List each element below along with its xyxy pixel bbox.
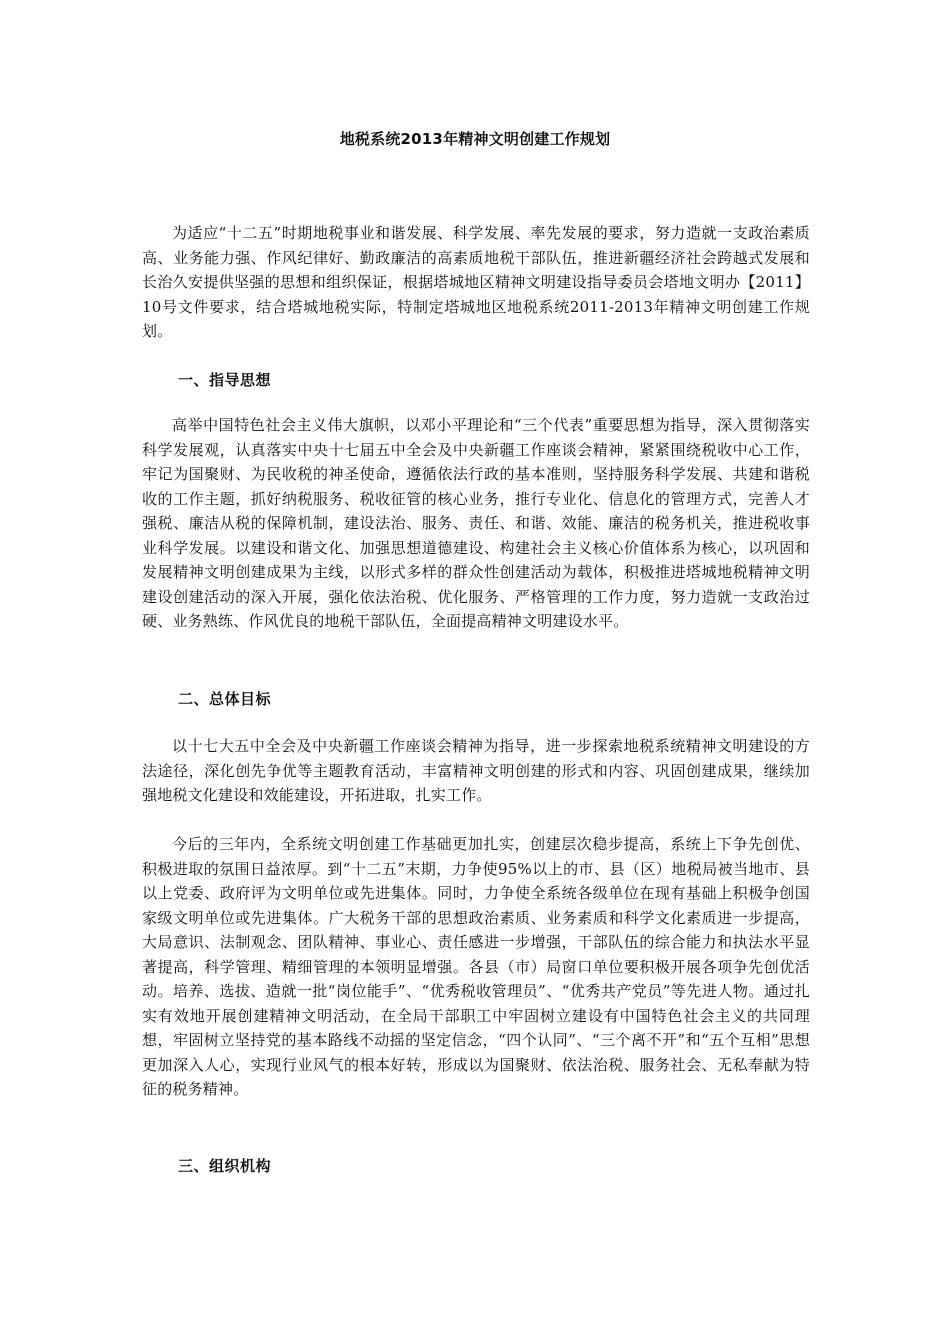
section-heading-guiding-ideology: 一、指导思想	[178, 371, 272, 389]
section-heading-overall-goals: 二、总体目标	[178, 690, 272, 708]
overall-goals-paragraph-1: 以十七大五中全会及中央新疆工作座谈会精神为指导，进一步探索地税系统精神文明建设的方法途径，深化创先争优等主题教育活动，丰富精神文明创建的形式和内容、巩固创建成果，继续加强地税文化建设和效能建设，开拓进取，扎实工作。	[142, 737, 810, 804]
intro-paragraph: 为适应“十二五”时期地税事业和谐发展、科学发展、率先发展的要求，努力造就一支政治素质高、业务能力强、作风纪律好、勤政廉洁的高素质地税干部队伍，推进新疆经济社会跨越式发展和长治久安提供坚强的思想和组织保证，根据塔城地区精神文明建设指导委员会塔地文明办【2011】10号文件要求，结合塔城地税实际，特制定塔城地区地税系统2011-2013年精神文明创建工作规划。	[142, 224, 810, 340]
document-title: 地税系统2013年精神文明创建工作规划	[339, 130, 611, 148]
guiding-ideology-paragraph: 高举中国特色社会主义伟大旗帜，以邓小平理论和“三个代表”重要思想为指导，深入贯彻落实科学发展观，认真落实中央十七届五中全会及中央新疆工作座谈会精神，紧紧围绕税收中心工作，牢记为国聚财、为民收税的神圣使命，遵循依法行政的基本准则，坚持服务科学发展、共建和谐税收的工作主题，抓好纳税服务、税收征管的核心业务，推行专业化、信息化的管理方式，完善人才强税、廉洁从税的保障机制，建设法治、服务、责任、和谐、效能、廉洁的税务机关，推进税收事业科学发展。以建设和谐文化、加强思想道德建设、构建社会主义核心价值体系为核心，以巩固和发展精神文明创建成果为主线，以形式多样的群众性创建活动为载体，积极推进塔城地税精神文明建设创建活动的深入开展，强化依法治税、优化服务、严格管理的工作力度，努力造就一支政治过硬、业务熟练、作风优良的地税干部队伍，全面提高精神文明建设水平。	[142, 416, 810, 630]
overall-goals-paragraph-2: 今后的三年内，全系统文明创建工作基础更加扎实，创建层次稳步提高，系统上下争先创优、积极进取的氛围日益浓厚。到“十二五”末期，力争使95%以上的市、县（区）地税局被当地市、县以上党委、政府评为文明单位或先进集体。同时，力争使全系统各级单位在现有基础上积极争创国家级文明单位或先进集体。广大税务干部的思想政治素质、业务素质和科学文化素质进一步提高，大局意识、法制观念、团队精神、事业心、责任感进一步增强，干部队伍的综合能力和执法水平显著提高，科学管理、精细管理的本领明显增强。各县（市）局窗口单位要积极开展各项争先创优活动。培养、选拔、造就一批“岗位能手”、“优秀税收管理员”、“优秀共产党员”等先进人物。通过扎实有效地开展创建精神文明活动，在全局干部职工中牢固树立建设有中国特色社会主义的共同理想，牢固树立坚持党的基本路线不动摇的坚定信念，“四个认同”、“三个离不开”和“五个互相”思想更加深入人心，实现行业风气的根本好转，形成以为国聚财、依法治税、服务社会、无私奉献为特征的税务精神。	[142, 835, 810, 1098]
section-heading-organization: 三、组织机构	[178, 1157, 272, 1175]
